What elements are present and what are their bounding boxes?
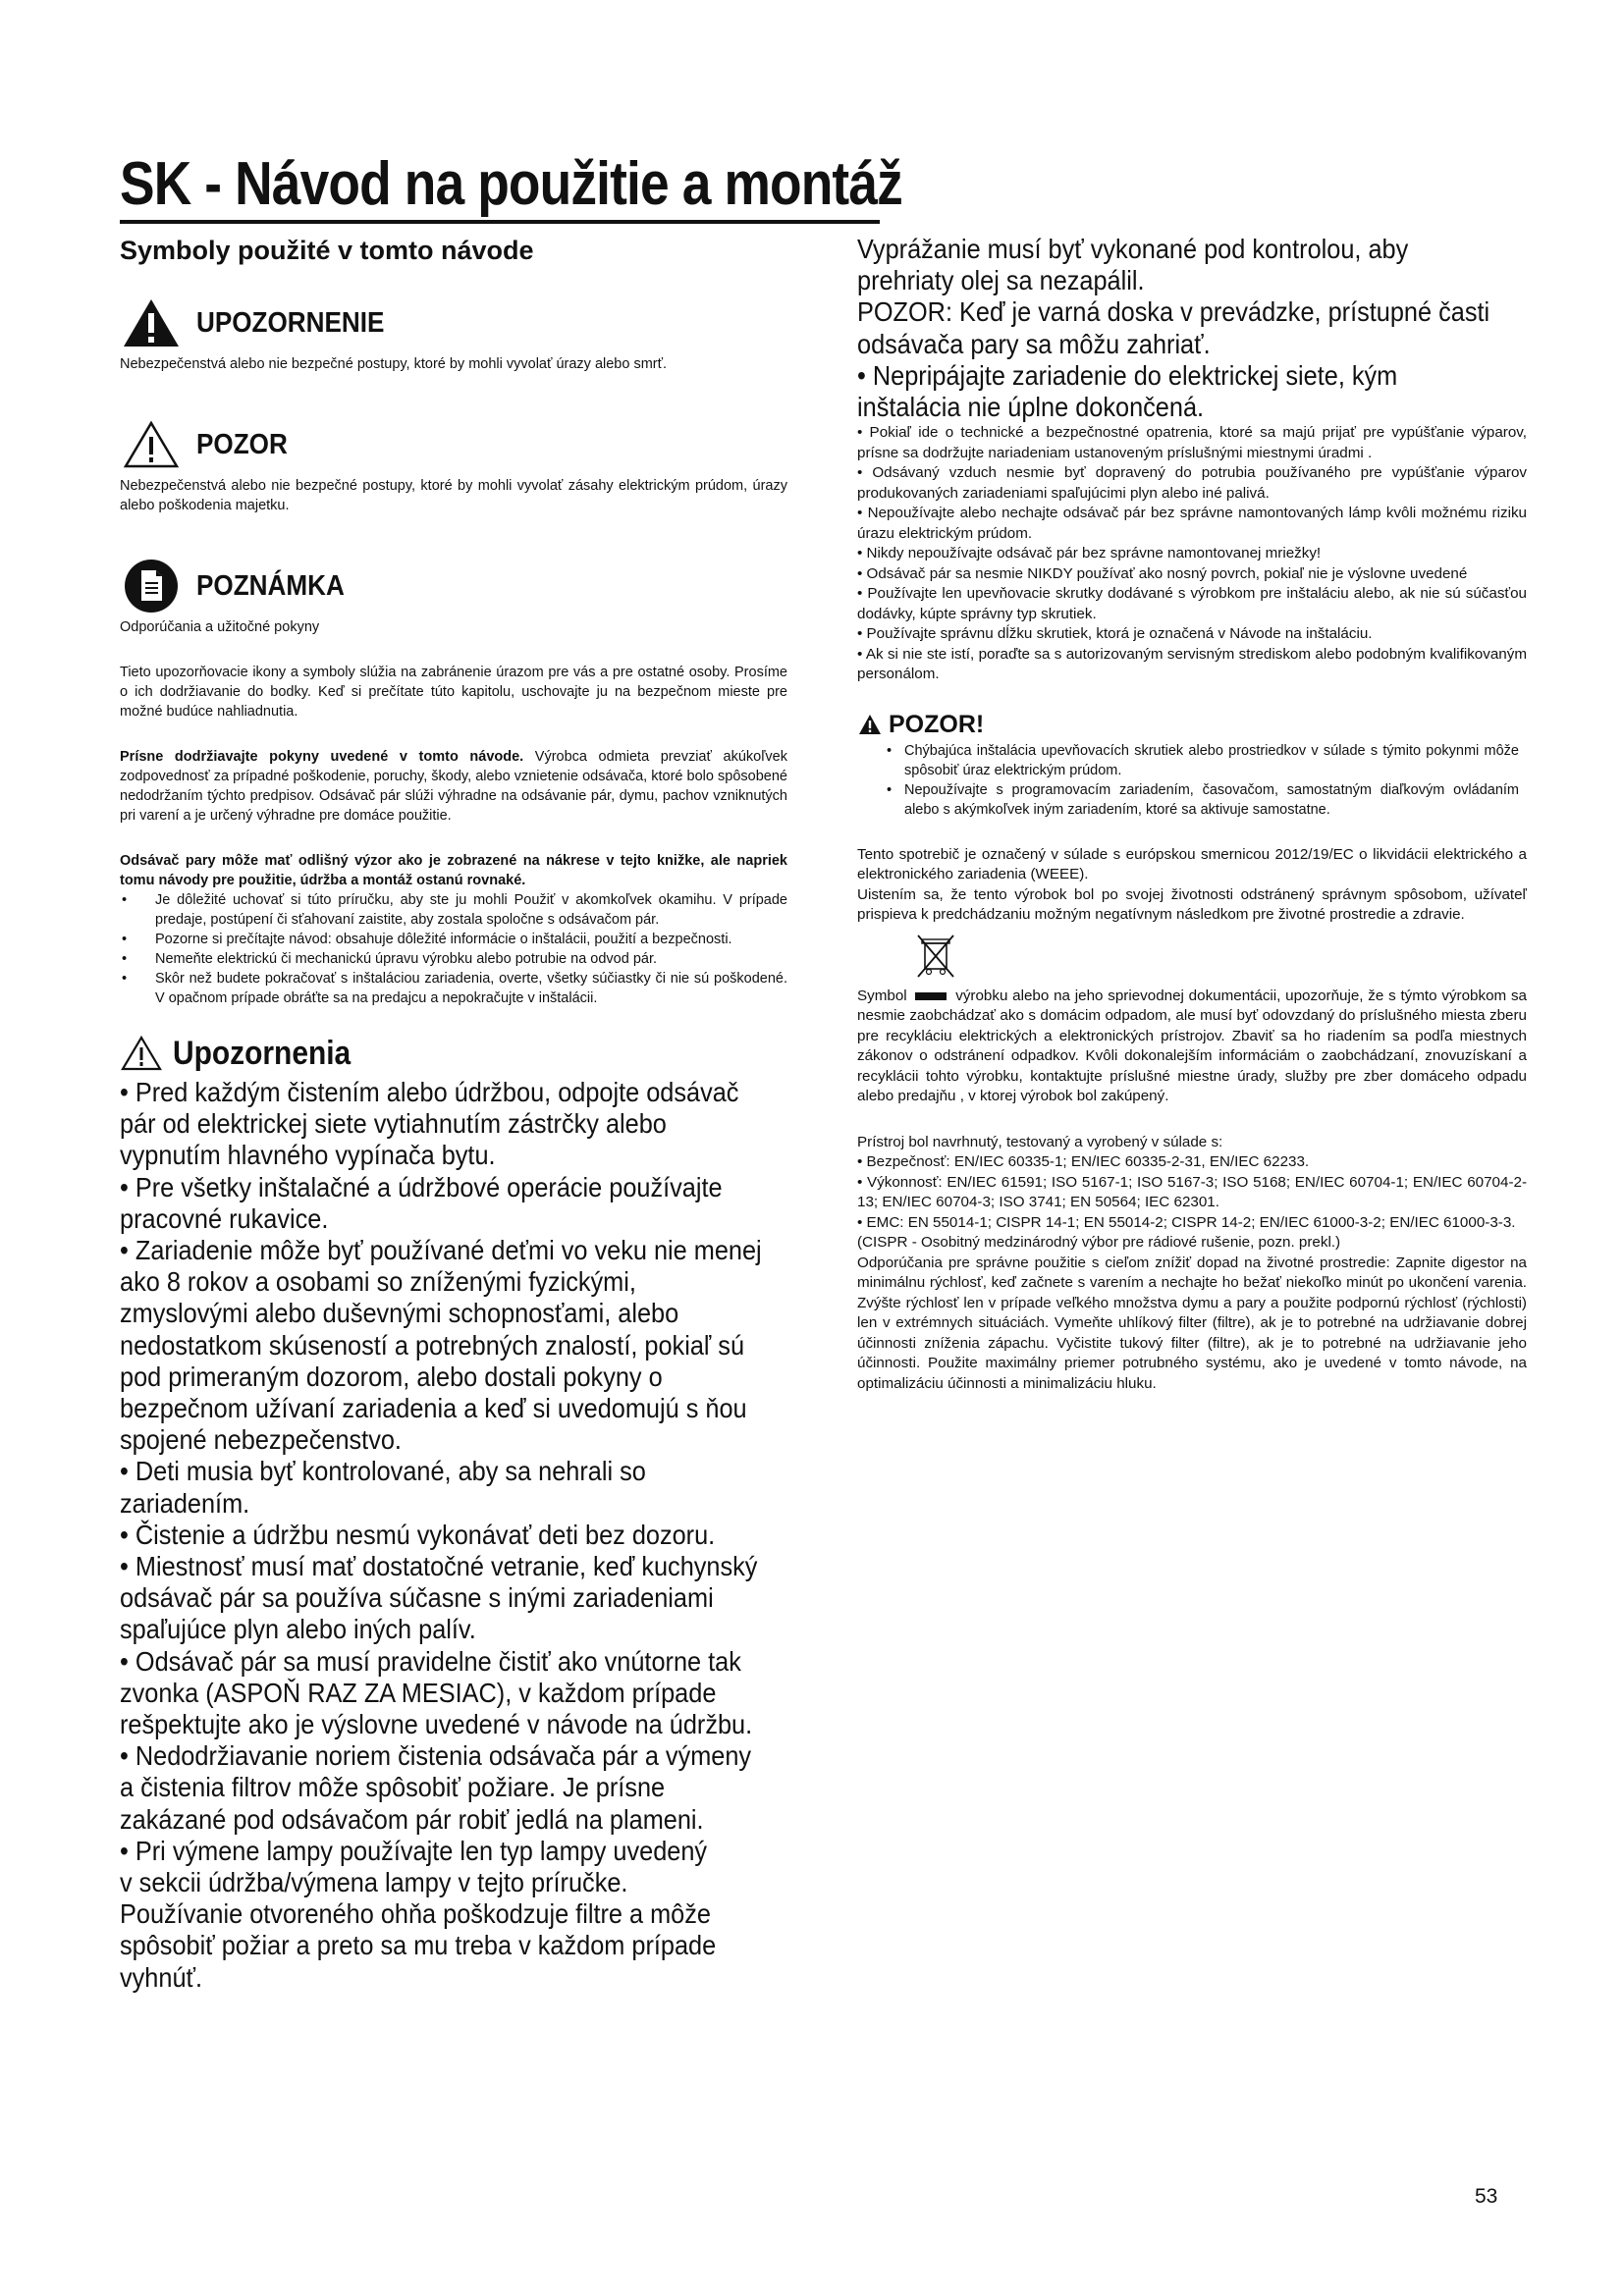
- note-document-icon: [120, 559, 183, 614]
- symbol-word: Symbol: [857, 987, 907, 1004]
- text-line: • Zariadenie môže byť používané deťmi vo veku nie menej: [120, 1235, 762, 1266]
- warning-text: Nebezpečenstvá alebo nie bezpečné postupy, ktoré by mohli vyvolať úrazy alebo smrť.: [120, 356, 668, 372]
- strict-rest: Výrobca odmieta prevziať akúkoľvek zodpovednosť za prípadné poškodenie, poruchy, škody, alebo vznietenie odsávača, ktoré bolo spôsobené nedodržaním týchto predpisov. Odsávač pár slúži výhradne na odsávanie pár, dymu, pachov vzniknutých pri varení a je určený výhradne pre domáce použitie.: [120, 749, 787, 824]
- warning-outline-icon: [120, 1034, 163, 1073]
- text-line: zmyslovými alebo duševnými schopnosťami, alebo: [120, 1298, 679, 1329]
- warnings-text: [120, 1077, 786, 1994]
- pozor-list: [857, 741, 1527, 820]
- note-label: POZNÁMKA: [196, 569, 345, 602]
- text-line: zakázané pod odsávačom pár robiť jedlá na plameni.: [120, 1803, 704, 1835]
- symbols-subtitle: Symboly použité v tomto návode: [120, 236, 534, 265]
- compliance-line: • Výkonnosť: EN/IEC 61591; ISO 5167-1; ISO 5167-3; ISO 5168; EN/IEC 60704-1; EN/IEC 60704-2-13; EN/IEC 60704-3; ISO 3741; EN 50564; IEC 62301.: [857, 1173, 1527, 1211]
- text-line: pár od elektrickej siete vytiahnutím zástrčky alebo: [120, 1108, 667, 1140]
- note-heading: [120, 559, 787, 614]
- note-text: Odporúčania a užitočné pokyny: [120, 619, 320, 635]
- list-item: • Nikdy nepoužívajte odsávač pár bez správne namontovanej mriežky!: [857, 545, 1322, 562]
- text-line: inštalácia nie úplne dokončená.: [857, 392, 1205, 423]
- text-line: POZOR: Keď je varná doska v prevádzke, prístupné časti: [857, 296, 1490, 328]
- text-line: pod primeraným dozorom, alebo dostali pokyny o: [120, 1361, 663, 1392]
- text-line: vyhnúť.: [120, 1961, 203, 1993]
- list-item: • Ak si nie ste istí, poraďte sa s autorizovaným servisným strediskom alebo podobným kvalifikovaným personálom.: [857, 645, 1527, 683]
- list-item: • Používajte správnu dĺžku skrutiek, ktorá je označená v Návode na inštaláciu.: [857, 625, 1373, 643]
- page-title: SK - Návod na použitie a montáž: [120, 149, 880, 224]
- text-line: • Pri výmene lampy používajte len typ lampy uvedený: [120, 1835, 708, 1866]
- list-item: • Používajte len upevňovacie skrutky dodávané s výrobkom pre inštaláciu alebo, ak nie sú súčasťou dodávky, kúpte správny typ skrutiek.: [857, 585, 1527, 622]
- text-line: spôsobiť požiar a preto sa mu treba v každom prípade: [120, 1930, 717, 1961]
- text-line: rešpektujte ako je výslovne uvedené v návode na údržbu.: [120, 1709, 753, 1740]
- warnings-title: Upozornenia: [173, 1034, 352, 1072]
- right-big-text: [857, 234, 1526, 423]
- text-line: Vyprážanie musí byť vykonané pod kontrolou, aby: [857, 234, 1409, 264]
- text-line: • Miestnosť musí mať dostatočné vetranie, keď kuchynský: [120, 1551, 758, 1582]
- eco-recommendations: Odporúčania pre správne použitie s cieľom znížiť dopad na životné prostredie: Zapnite digestor na minimálnu rýchlosť, keď začnete s varením a nechajte ho bežať niekoľko minút po ukončení varenia. Zvýšte rýchlosť len v prípade veľkého množstva dymu a pary a použite podpornú rýchlosť (rýchlosti) len v extrémnych situáciách. Vymeňte uhlíkový filter (filtre), ak je to potrebné na udržiavanie dobrej účinnosti zníženia zápachu. Vyčistite tukový filter (filtre), ak je to potrebné na udržiavanie jeho účinnosti. Použite maximálny priemer potrubného systému, ako je uvedené v tomto návode, na optimalizáciu účinnosti a minimalizáciu hluku.: [857, 1254, 1527, 1392]
- text-line: spaľujúce plyn alebo iných palív.: [120, 1614, 476, 1645]
- list-item: • Skôr než budete pokračovať s inštaláciou zariadenia, overte, všetky súčiastky či nie sú poškodené. V opačnom prípade obráťte sa na predajcu a nepokračujte v inštalácii.: [120, 969, 787, 1008]
- text-line: • Odsávač pár sa musí pravidelne čistiť ako vnútorne tak: [120, 1645, 741, 1677]
- list-item: • Nepoužívajte alebo nechajte odsávač pár bez správne namontovaných lámp kvôli možnému riziku úrazu elektrickým prúdom.: [857, 505, 1527, 542]
- list-item: • Odsávaný vzduch nesmie byť dopravený do potrubia používaného pre vypúšťanie výparov produkovaných zariadeniami spaľujúcimi plyn alebo iné palivá.: [857, 464, 1527, 502]
- text-line: odsávač pár sa používa súčasne s inými zariadeniami: [120, 1582, 714, 1614]
- compliance-line: Prístroj bol navrhnutý, testovaný a vyrobený v súlade s:: [857, 1133, 1223, 1150]
- text-line: vypnutím hlavného vypínača bytu.: [120, 1140, 496, 1171]
- text-line: ako 8 rokov a osobami so zníženými fyzickými,: [120, 1266, 636, 1298]
- warning-filled-icon: [120, 295, 183, 350]
- symbols-bullet-list: [120, 890, 787, 1008]
- right-column: [857, 234, 1527, 1394]
- bar-symbol-icon: [915, 992, 947, 1000]
- symbol-text: výrobku alebo na jeho sprievodnej dokumentácii, upozorňuje, že s týmto výrobkom sa nesmie zaobchádzať ako s domácim odpadom, ale musí byť odovzdaný do príslušného miesta zberu pre recykláciu elektrických a elektronických prístrojov. Zbaviť sa ho riadením sa podľa miestnych zákonov o odstránení odpadkov. Kvôli dokonalejším informáciám o zaobchádzaní, znovuzískaní a recyklácii tohto výrobku, kontaktujte príslušné miestne úrady, služby pre zber domáceho odpadu alebo predajňu , v ktorej výrobok bol zakúpený.: [857, 987, 1527, 1105]
- list-item: • Pozorne si prečítajte návod: obsahuje dôležité informácie o inštalácii, použití a bezpečnosti.: [120, 930, 787, 949]
- intro-paragraph: Tieto upozorňovacie ikony a symboly slúžia na zabránenie úrazom pre vás a pre ostatné osoby. Prosíme o ich dodržiavanie do bodky. Keď si prečítate túto kapitolu, uschovajte ju na bezpečnom mieste pre možné budúce nahliadnutia.: [120, 665, 787, 720]
- text-line: • Nepripájajte zariadenie do elektrickej siete, kým: [857, 359, 1398, 391]
- caution-label: POZOR: [196, 428, 288, 460]
- caution-text: Nebezpečenstvá alebo nie bezpečné postupy, ktoré by mohli vyvolať zásahy elektrickým prúdom, úrazy alebo poškodenia majetku.: [120, 478, 787, 513]
- page-number: 53: [1475, 2185, 1498, 2208]
- text-line: Používanie otvoreného ohňa poškodzuje filtre a môže: [120, 1898, 711, 1930]
- weee-paragraph-2: Uistením sa, že tento výrobok bol po svojej životnosti odstránený správnym spôsobom, užívateľ prispieva k predchádzaniu možným negatívnym následkom pre životné prostredie a zdravie.: [857, 885, 1527, 924]
- list-item: • Odsávač pár sa nesmie NIKDY používať ako nosný povrch, pokiaľ nie je výslovne uvedené: [857, 564, 1468, 582]
- text-line: • Nedodržiavanie noriem čistenia odsávača pár a výmeny: [120, 1740, 752, 1772]
- compliance-line: • EMC: EN 55014-1; CISPR 14-1; EN 55014-2; CISPR 14-2; EN/IEC 61000-3-2; EN/IEC 61000-3-3.: [857, 1213, 1516, 1231]
- text-line: a čistenia filtrov môže spôsobiť požiare. Je prísne: [120, 1772, 666, 1803]
- warning-outline-icon: [120, 417, 183, 472]
- text-line: bezpečnom užívaní zariadenia a keď si uvedomujú s ňou: [120, 1393, 747, 1424]
- text-line: pracovné rukavice.: [120, 1202, 329, 1234]
- text-line: • Pre všetky inštalačné a údržbové operácie používajte: [120, 1171, 723, 1202]
- text-line: • Čistenie a údržbu nesmú vykonávať deti bez dozoru.: [120, 1519, 716, 1550]
- text-line: • Pred každým čistením alebo údržbou, odpojte odsávač: [120, 1077, 739, 1107]
- appearance-paragraph: Odsávač pary môže mať odlišný výzor ako je zobrazené na nákrese v tejto knižke, ale napriek tomu návody pre použitie, údržba a montáž ostanú rovnaké.: [120, 853, 787, 888]
- text-line: prehriaty olej sa nezapálil.: [857, 265, 1145, 296]
- text-line: zvonka (ASPOŇ RAZ ZA MESIAC), v každom prípade: [120, 1677, 717, 1708]
- strict-paragraph: [120, 747, 787, 826]
- compliance-line: (CISPR - Osobitný medzinárodný výbor pre rádiové rušenie, pozn. prekl.): [857, 1234, 1341, 1252]
- text-line: zariadením.: [120, 1487, 250, 1519]
- list-item: • Pokiaľ ide o technické a bezpečnostné opatrenia, ktoré sa majú prijať pre vypúšťanie výparov, prísne sa dodržujte nariadeniam ustanoveným príslušnými miestnymi úradmi .: [857, 424, 1527, 461]
- symbol-paragraph: [857, 987, 1527, 1107]
- text-line: odsávača pary sa môžu zahriať.: [857, 328, 1211, 359]
- crossed-bin-icon: [916, 934, 955, 981]
- list-item: • Nepoužívajte s programovacím zariadením, časovačom, samostatným diaľkovým ovládaním alebo s akýmkoľvek iným zariadením, ktoré sa aktivuje samostatne.: [857, 780, 1519, 820]
- warnings-heading: [120, 1034, 787, 1073]
- text-line: spojené nebezpečenstvo.: [120, 1424, 402, 1456]
- caution-heading: [120, 417, 787, 472]
- weee-paragraph-1: Tento spotrebič je označený v súlade s európskou smernicou 2012/19/EC o likvidácii elektrického a elektronického zariadenia (WEEE).: [857, 845, 1527, 883]
- warning-label: UPOZORNENIE: [196, 306, 385, 339]
- pozor-heading: [857, 711, 1527, 739]
- list-item: • Je dôležité uchovať si túto príručku, aby ste ju mohli Použiť v akomkoľvek okamihu. V prípade predaje, postúpení či sťahovaní zaistite, aby zostala spoločne s odsávačom pár.: [120, 890, 787, 930]
- pozor-label: POZOR!: [889, 710, 985, 738]
- list-item: • Nemeňte elektrickú či mechanickú úpravu výrobku alebo potrubie na odvod pár.: [120, 949, 787, 969]
- warning-filled-icon: [857, 713, 883, 736]
- list-item: • Chýbajúca inštalácia upevňovacích skrutiek alebo prostriedkov v súlade s týmito pokynmi môže spôsobiť úraz elektrickým prúdom.: [857, 741, 1519, 780]
- compliance-line: • Bezpečnosť: EN/IEC 60335-1; EN/IEC 60335-2-31, EN/IEC 62233.: [857, 1153, 1310, 1171]
- warning-heading: [120, 295, 787, 350]
- text-line: • Deti musia byť kontrolované, aby sa nehrali so: [120, 1456, 646, 1487]
- left-column: [120, 236, 787, 1994]
- strict-bold: Prísne dodržiavajte pokyny uvedené v tomto návode.: [120, 749, 524, 765]
- text-line: v sekcii údržba/výmena lampy v tejto príručke.: [120, 1867, 628, 1898]
- text-line: nedostatkom skúseností a potrebných znalostí, pokiaľ sú: [120, 1329, 745, 1361]
